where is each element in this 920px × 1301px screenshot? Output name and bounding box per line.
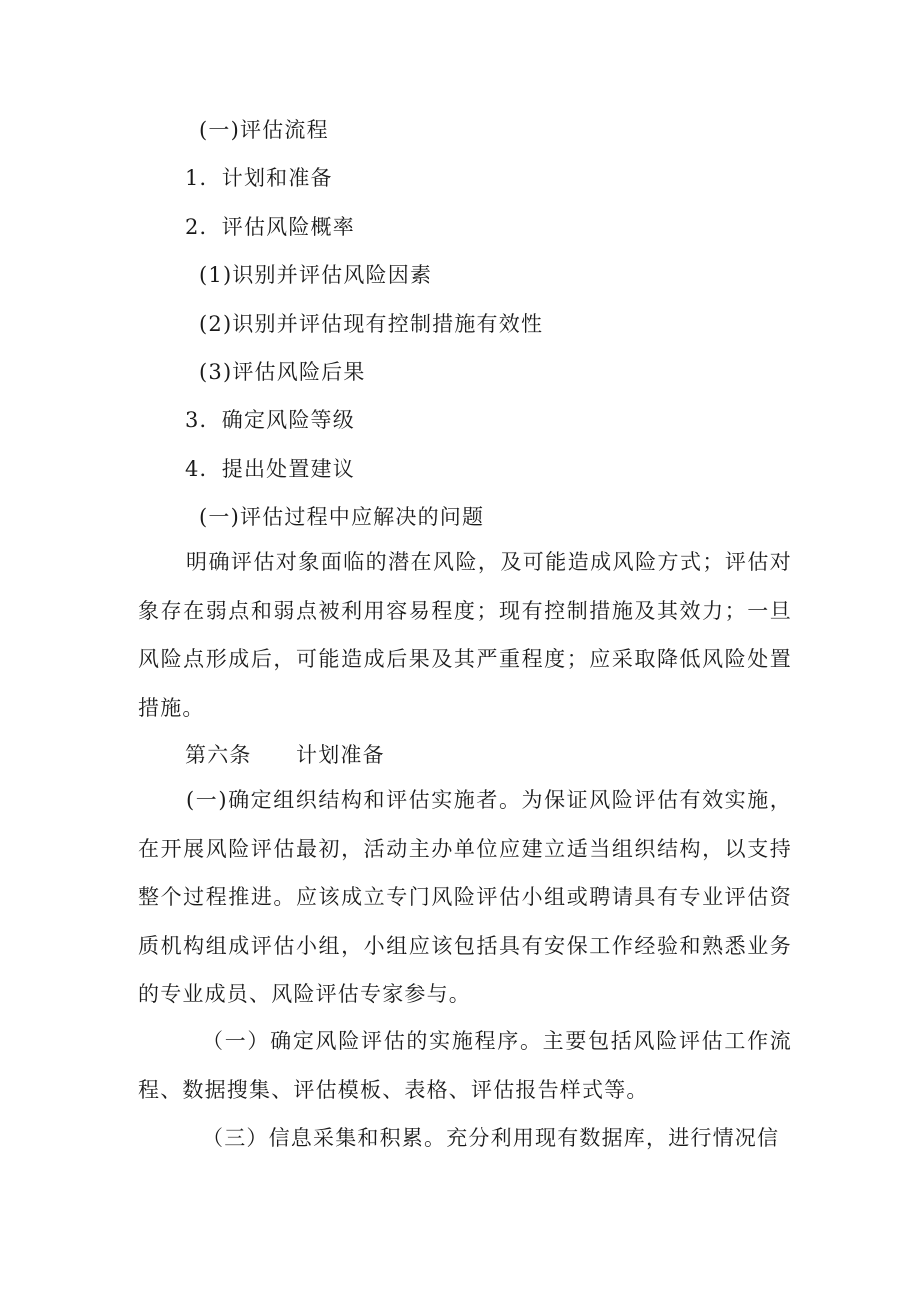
section-heading-issues: (一)评估过程中应解决的问题	[199, 505, 485, 529]
paragraph-procedure: （一）确定风险评估的实施程序。主要包括风险评估工作流程、数据搜集、评估模板、表格、评估报告样式等。	[138, 1029, 792, 1102]
paragraph-issues: 明确评估对象面临的潜在风险，及可能造成风险方式；评估对象存在弱点和弱点被利用容易程度；现有控制措施及其效力；一旦风险点形成后，可能造成后果及其严重程度；应采取降低风险处置措施。	[138, 550, 792, 720]
sub-item-2: (2)识别并评估现有控制措施有效性	[199, 312, 544, 336]
article-heading: 第六条 计划准备	[185, 743, 385, 767]
section-heading-process: (一)评估流程	[199, 118, 329, 142]
list-item-step-3: 3．确定风险等级	[185, 408, 355, 432]
paragraph-information: （三）信息采集和积累。充分利用现有数据库，进行情况信	[202, 1126, 780, 1150]
list-item-step-2: 2．评估风险概率	[185, 215, 355, 239]
list-item-step-4: 4．提出处置建议	[185, 457, 355, 481]
paragraph-organization: (一)确定组织结构和评估实施者。为保证风险评估有效实施，在开展风险评估最初，活动主办单位应建立适当组织结构，以支持整个过程推进。应该成立专门风险评估小组或聘请具有专业评估资质机构组成评估小组，小组应该包括具有安保工作经验和熟悉业务的专业成员、风险评估专家参与。	[138, 788, 792, 1006]
sub-item-3: (3)评估风险后果	[199, 360, 366, 384]
sub-item-1: (1)识别并评估风险因素	[199, 263, 433, 287]
list-item-step-1: 1．计划和准备	[185, 166, 333, 190]
